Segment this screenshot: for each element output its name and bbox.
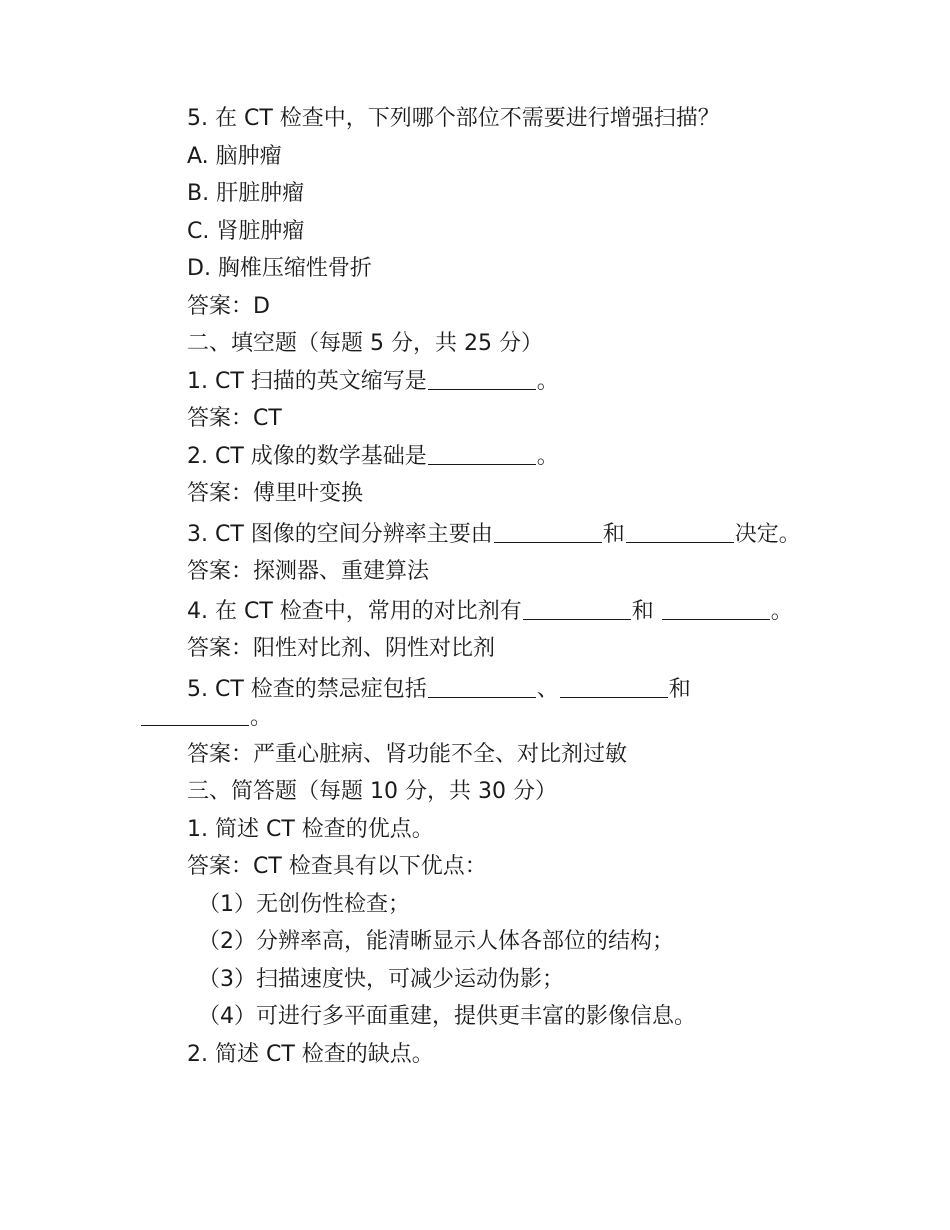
fill-question-3: 3. CT 图像的空间分辨率主要由 和 决定。 — [187, 521, 801, 547]
fill-question-4: 4. 在 CT 检查中，常用的对比剂有 和 。 — [187, 599, 793, 624]
document-content — [140, 100, 810, 1073]
short-answer-intro: 答案：CT 检查具有以下优点： — [187, 854, 487, 879]
answer-point-2: （2）分辨率高，能清晰显示人体各部位的结构； — [198, 929, 674, 954]
fill-question-1: 1. CT 扫描的英文缩写是 。 — [187, 368, 559, 394]
short-question-2: 2. 简述 CT 检查的缺点。 — [187, 1041, 434, 1067]
mc-question-5: 5. 在 CT 检查中，下列哪个部位不需要进行增强扫描？ — [187, 106, 720, 131]
answer-blank[interactable] — [560, 675, 668, 698]
answer-blank[interactable] — [428, 675, 536, 698]
answer-blank[interactable] — [141, 703, 249, 726]
answer-blank[interactable] — [626, 520, 734, 543]
mc-answer: 答案：D — [187, 293, 270, 319]
fill-answer-4: 答案：阳性对比剂、阴性对比剂 — [187, 636, 496, 661]
option-b: B. 肝脏肿瘤 — [187, 181, 305, 206]
answer-blank[interactable] — [428, 442, 536, 465]
answer-point-1: （1）无创伤性检查； — [198, 891, 410, 917]
fill-question-2: 2. CT 成像的数学基础是 。 — [187, 443, 559, 469]
option-a: A. 脑肿瘤 — [187, 143, 282, 169]
fill-answer-3: 答案：探测器、重建算法 — [187, 558, 430, 584]
section-3-heading: 三、简答题（每题 10 分，共 30 分） — [187, 779, 557, 804]
answer-point-4: （4）可进行多平面重建，提供更丰富的影像信息。 — [198, 1004, 696, 1029]
answer-blank[interactable] — [523, 597, 631, 620]
answer-point-3: （3）扫描速度快，可减少运动伪影； — [198, 966, 564, 992]
answer-blank[interactable] — [494, 520, 602, 543]
fill-answer-5: 答案：严重心脏病、肾功能不全、对比剂过敏 — [187, 741, 628, 767]
option-c: C. 肾脏肿瘤 — [187, 218, 305, 244]
section-2-heading: 二、填空题（每题 5 分，共 25 分） — [187, 331, 543, 356]
answer-blank[interactable] — [662, 597, 770, 620]
fill-question-5: 5. CT 检查的禁忌症包括 、 和 。 — [140, 675, 810, 731]
option-d: D. 胸椎压缩性骨折 — [187, 256, 372, 281]
short-question-1: 1. 简述 CT 检查的优点。 — [187, 816, 434, 842]
fill-answer-2: 答案：傅里叶变换 — [187, 481, 364, 506]
answer-blank[interactable] — [428, 367, 536, 390]
fill-answer-1: 答案：CT — [187, 406, 282, 431]
